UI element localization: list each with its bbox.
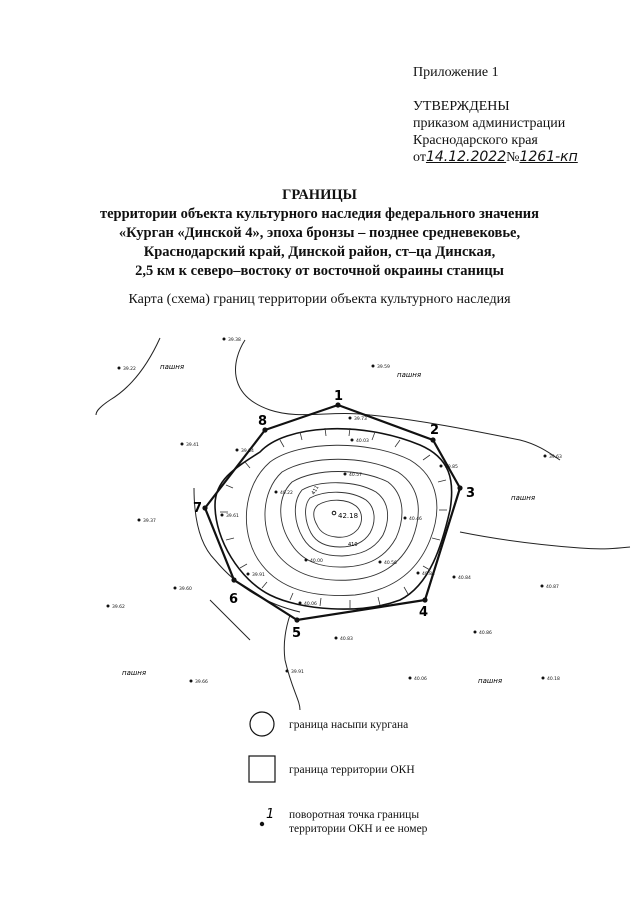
land-label: пашня	[397, 371, 422, 379]
legend-territory-label: граница территории ОКН	[289, 764, 415, 776]
field-boundaries	[96, 338, 630, 710]
turning-point-number: 1	[334, 389, 344, 404]
map-subtitle: Карта (схема) границ территории объекта культурного наследия	[128, 292, 511, 307]
turning-point-number: 2	[430, 423, 440, 438]
elevation-label: 40.46	[409, 517, 422, 522]
date-prefix: от	[413, 150, 426, 165]
field-line-e	[460, 532, 630, 549]
number-prefix: №	[506, 150, 520, 165]
elevation-label: 40.84	[458, 576, 471, 581]
elevation-label: 39.62	[112, 605, 125, 610]
turning-point-number: 5	[292, 626, 302, 641]
elevation-label: 40.56	[384, 561, 397, 566]
handwritten-date: 14.12.2022	[425, 149, 507, 165]
elevation-label: 39.66	[195, 680, 208, 685]
appendix-label: Приложение 1	[413, 65, 499, 80]
elevation-label: 39.91	[291, 670, 304, 675]
elevation-label: 39.61	[226, 514, 239, 519]
elevation-label: 39.63	[549, 455, 562, 460]
order-line-1: приказом администрации	[413, 116, 566, 131]
elevation-label: 39.84	[241, 449, 254, 454]
land-label: пашня	[160, 363, 185, 371]
title-line-3: Краснодарский край, Динской район, ст–ца Динская,	[143, 244, 496, 260]
elevation-label: 40.87	[546, 585, 559, 590]
field-line-nw	[96, 338, 160, 415]
title-heading: ГРАНИЦЫ	[282, 187, 357, 203]
legend-turning-point-label	[289, 808, 427, 836]
land-label: пашня	[511, 494, 536, 502]
land-label: пашня	[122, 669, 147, 677]
approved-label: УТВЕРЖДЕНЫ	[413, 99, 510, 114]
contour-label: 410	[348, 542, 358, 548]
title-line-4: 2,5 км к северо–востоку от восточной окраины станицы	[135, 263, 504, 279]
turning-point-number: 8	[258, 414, 268, 429]
elevation-label: 39.22	[123, 367, 136, 372]
legend-square-symbol	[249, 756, 275, 782]
elevation-label: 39.85	[445, 465, 458, 470]
elevation-label: 39.38	[228, 338, 241, 343]
legend-point-symbol	[260, 822, 264, 826]
field-line-n	[236, 340, 560, 460]
summit-elevation: 42.18	[338, 512, 359, 520]
elevation-label: 40.00	[310, 559, 323, 564]
elevation-label: 40.83	[340, 637, 353, 642]
turning-point-number: 3	[466, 486, 476, 501]
elevation-label: 39.59	[377, 365, 390, 370]
legend-turning-line-2: территории ОКН и ее номер	[289, 823, 428, 835]
summit-point	[332, 511, 336, 515]
elevation-label: 40.22	[280, 491, 293, 496]
title-line-2: «Курган «Динской 4», эпоха бронзы – позднее средневековье,	[118, 225, 521, 241]
elevation-label: 39.37	[143, 519, 156, 524]
land-label: пашня	[478, 677, 503, 685]
legend-mound-label: граница насыпи кургана	[289, 719, 409, 731]
elevation-label: 39.91	[252, 573, 265, 578]
elevation-label: 40.03	[356, 439, 369, 444]
legend-point-number: 1	[266, 807, 275, 822]
elevation-label: 40.86	[479, 631, 492, 636]
elevation-label: 40.06	[304, 602, 317, 607]
contour-label: 411	[310, 484, 321, 496]
turning-point-number: 4	[419, 605, 429, 620]
elevation-label: 39.73	[354, 417, 367, 422]
elevation-label: 40.57	[349, 473, 362, 478]
elevation-label: 40.84	[422, 572, 435, 577]
title-line-1: территории объекта культурного наследия федерального значения	[99, 206, 539, 222]
elevation-label: 39.60	[179, 587, 192, 592]
handwritten-number: 1261-кп	[519, 149, 578, 165]
turning-point-number: 6	[229, 592, 239, 607]
elevation-label: 40.18	[547, 677, 560, 682]
order-line-2: Краснодарского края	[413, 133, 538, 148]
legend-circle-symbol	[250, 712, 274, 736]
legend-turning-line-1: поворотная точка границы	[289, 809, 420, 821]
elevation-label: 39.41	[186, 443, 199, 448]
elevation-label: 40.06	[414, 677, 427, 682]
turning-point-number: 7	[193, 501, 203, 516]
